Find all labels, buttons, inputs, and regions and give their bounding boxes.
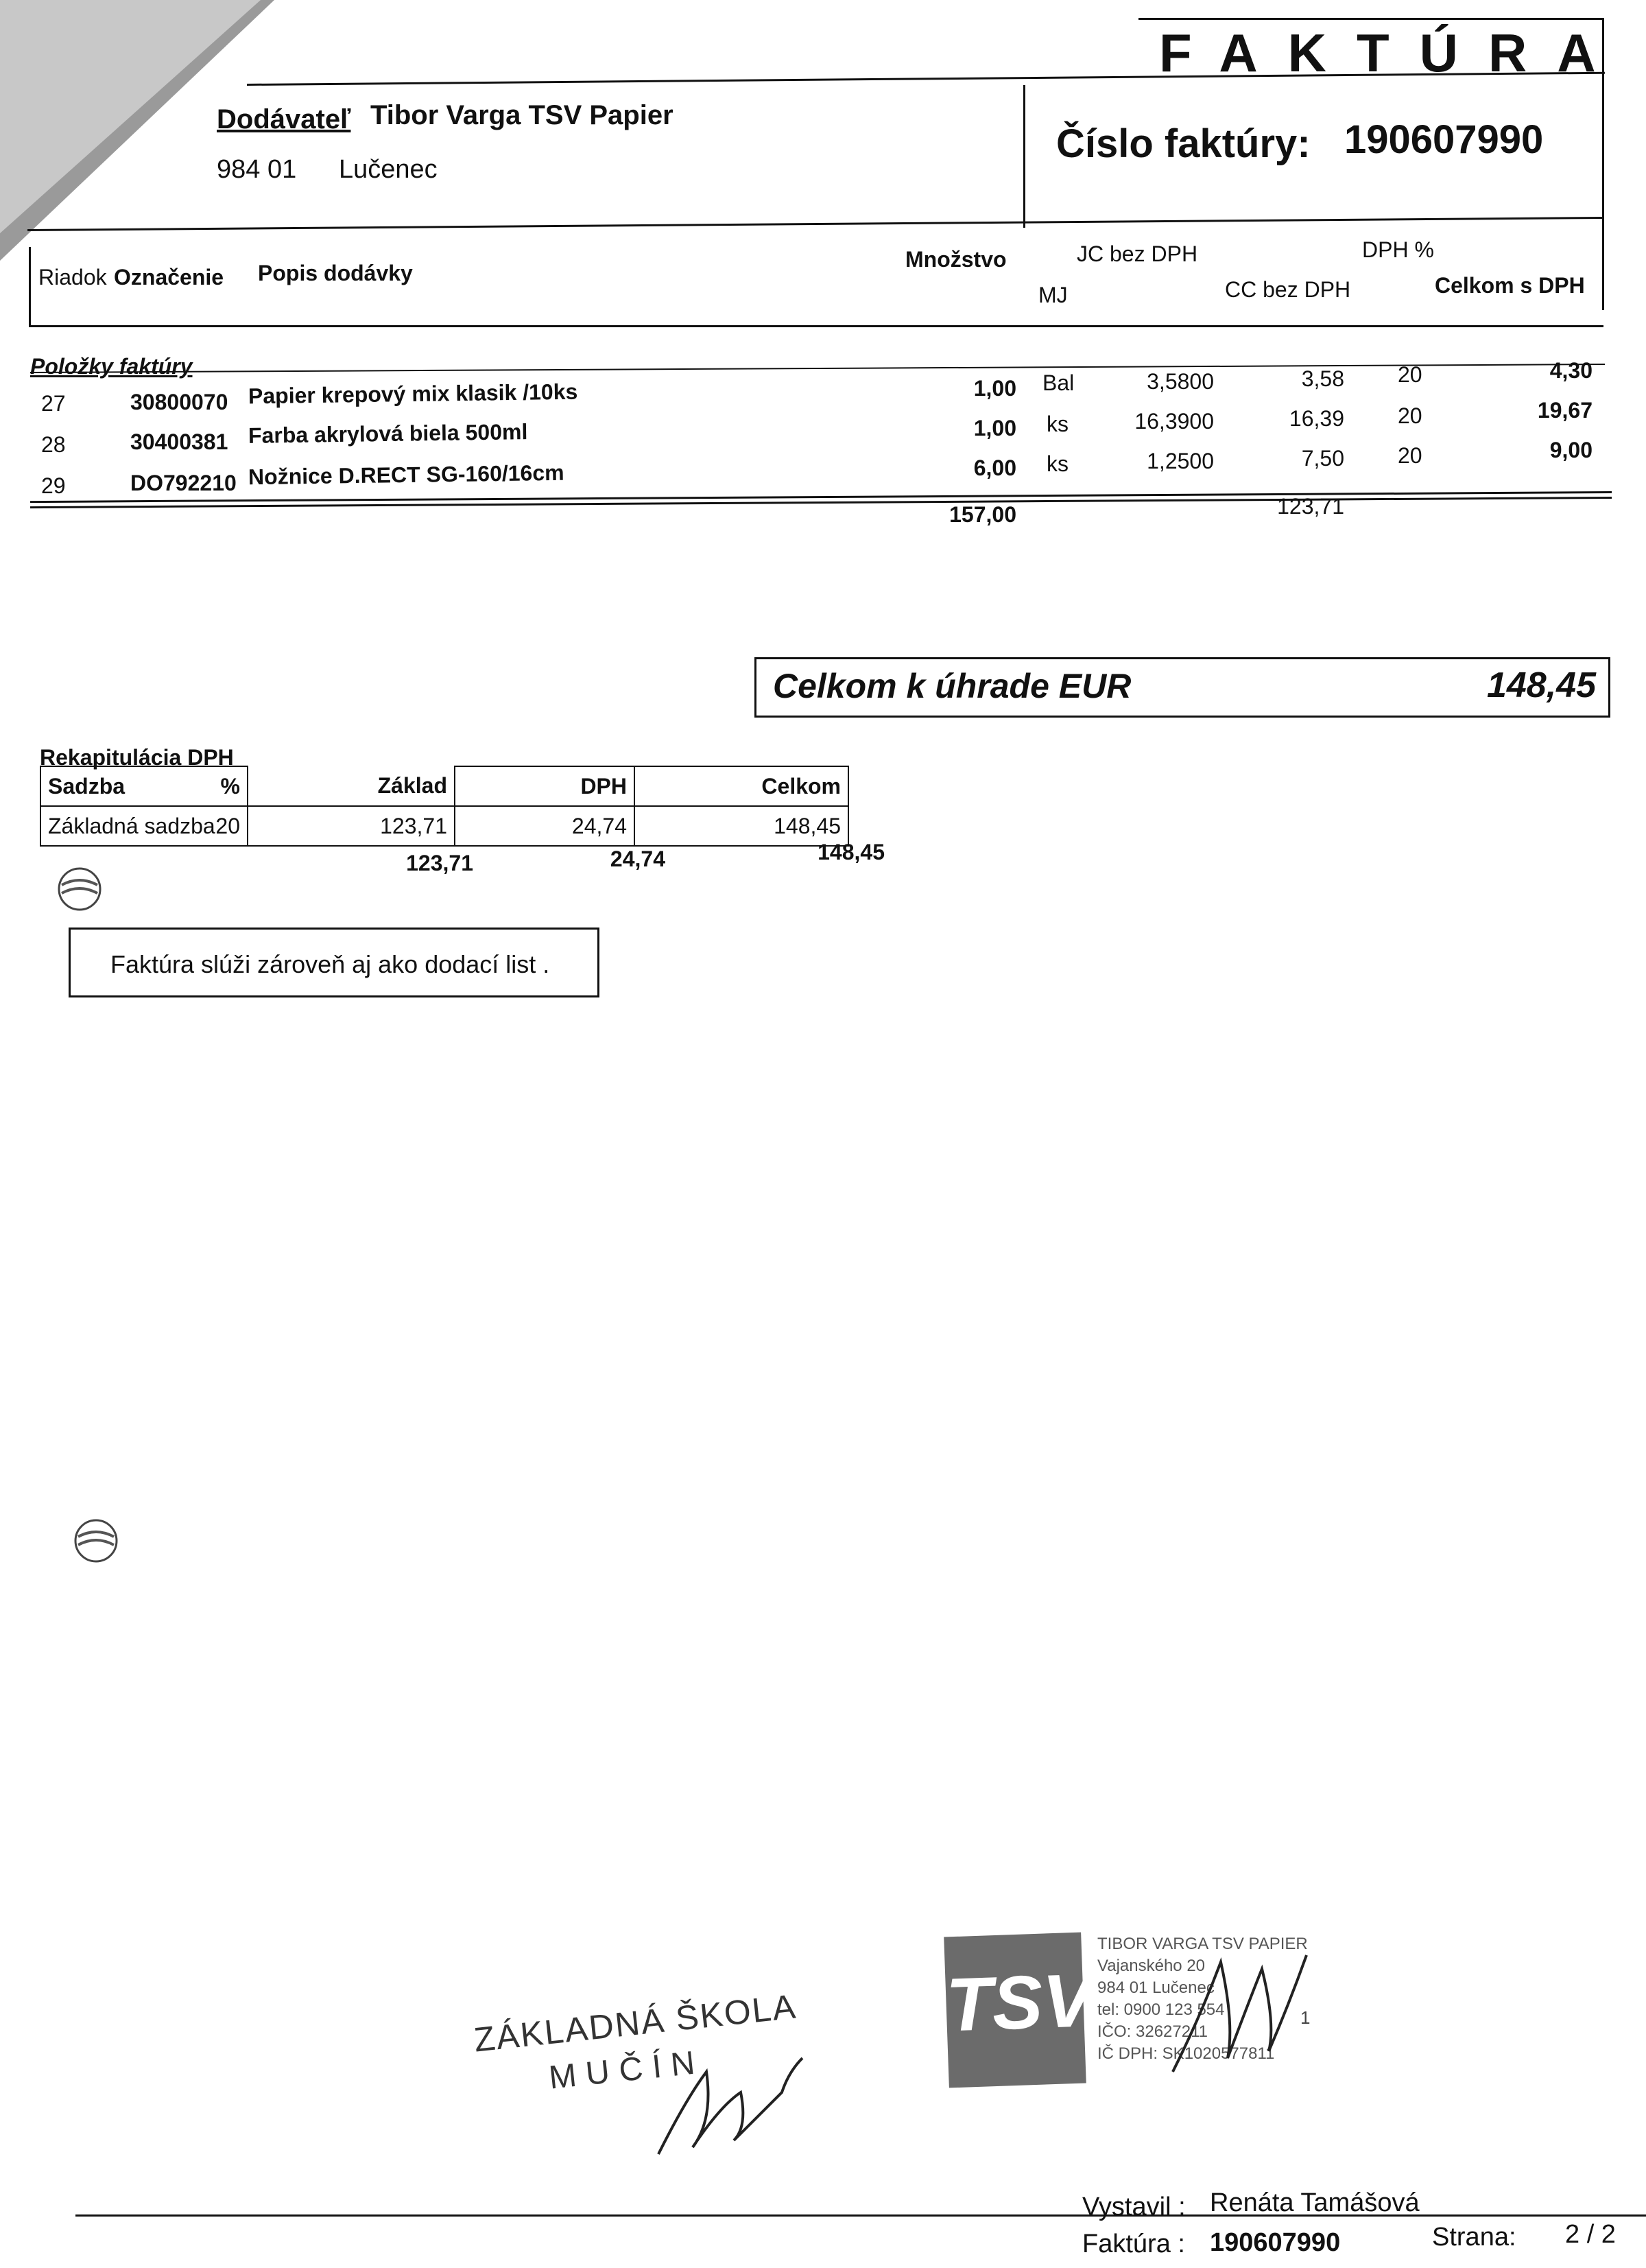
supplier-zip: 984 01 xyxy=(217,155,297,184)
items-top-line xyxy=(30,364,1605,373)
invoice-number: 190607990 xyxy=(1344,117,1544,162)
col-mnozstvo: Množstvo xyxy=(905,247,1007,272)
invoice-number-label: Číslo faktúry: xyxy=(1056,121,1311,166)
item-total: 4,30 xyxy=(1549,358,1593,383)
header-left-border xyxy=(29,247,31,327)
col-dph-pct: DPH % xyxy=(1362,237,1434,262)
page-number: 2 / 2 xyxy=(1565,2220,1616,2249)
total-due-label: Celkom k úhrade EUR xyxy=(773,667,1132,705)
supplier-label: Dodávateľ xyxy=(217,104,351,134)
tsv-logo: TSV xyxy=(944,1933,1086,2088)
item-vat-rate: 20 xyxy=(1398,362,1422,387)
vat-sum-zaklad: 123,71 xyxy=(406,851,473,875)
sum-quantity: 157,00 xyxy=(949,502,1016,527)
signature-icon xyxy=(645,2044,823,2168)
col-mj: MJ xyxy=(1038,283,1068,307)
vat-recap-table xyxy=(40,766,849,847)
delivery-note-box xyxy=(69,928,599,997)
tsv-stamp-text: TIBOR VARGA TSV PAPIER Vajanského 20 984 01 Lučenec tel: 0900 123 554 IČO: 32627211 IČ DPH: SK1020577811 xyxy=(1097,1935,1308,2063)
item-unit-price: 1,2500 xyxy=(1147,449,1214,473)
item-code: 30400381 xyxy=(130,429,228,454)
page-label: Strana: xyxy=(1432,2223,1516,2252)
item-unit-price: 16,3900 xyxy=(1134,409,1214,434)
row-number: 27 xyxy=(41,391,66,416)
items-bottom-line-2 xyxy=(30,497,1612,508)
item-total-ex-vat: 16,39 xyxy=(1289,406,1344,431)
item-code: 30800070 xyxy=(130,390,228,414)
item-quantity: 1,00 xyxy=(973,376,1016,401)
page-fold-shadow xyxy=(0,0,288,288)
item-description: Farba akrylová biela 500ml xyxy=(248,419,528,448)
footer-invoice-label: Faktúra : xyxy=(1082,2230,1185,2258)
tsv-stamp-marker: 1 xyxy=(1300,2007,1311,2028)
columns-bottom-line xyxy=(29,325,1603,327)
total-due-value: 148,45 xyxy=(1486,665,1596,705)
item-description: Papier krepový mix klasik /10ks xyxy=(248,379,578,409)
header-divider-vertical xyxy=(1023,85,1025,228)
vat-row-dph: 24,74 xyxy=(455,806,634,846)
vat-row-sadzba: Základná sadzba 20 xyxy=(40,806,248,846)
col-riadok: Riadok xyxy=(38,265,107,290)
school-stamp-line1: ZÁKLADNÁ ŠKOLA xyxy=(472,1987,799,2059)
issued-by-name: Renáta Tamášová xyxy=(1210,2188,1420,2217)
vat-row-celkom: 148,45 xyxy=(634,806,848,846)
vat-header-dph: DPH xyxy=(455,766,634,806)
item-total: 9,00 xyxy=(1549,438,1593,462)
item-total-ex-vat: 7,50 xyxy=(1301,446,1344,471)
header-right-border-lower xyxy=(1602,214,1604,310)
supplier-name: Tibor Varga TSV Papier xyxy=(370,100,673,130)
document-title: FAKTÚRA xyxy=(1159,23,1626,83)
vat-header-celkom: Celkom xyxy=(634,766,848,806)
col-celkom-s-dph: Celkom s DPH xyxy=(1435,273,1585,298)
col-oznacenie: Označenie xyxy=(114,265,224,290)
punch-hole-icon xyxy=(52,862,107,917)
item-vat-rate: 20 xyxy=(1398,443,1422,468)
item-unit: Bal xyxy=(1042,370,1075,395)
col-popis: Popis dodávky xyxy=(258,261,413,285)
punch-hole-icon xyxy=(69,1513,123,1568)
item-unit: ks xyxy=(1047,412,1069,436)
item-total-ex-vat: 3,58 xyxy=(1301,366,1344,391)
title-box xyxy=(1138,18,1626,84)
school-stamp-line2: MUČÍN xyxy=(547,2044,706,2096)
item-quantity: 1,00 xyxy=(973,416,1016,440)
row-number: 29 xyxy=(41,473,66,498)
vat-sum-celkom: 148,45 xyxy=(818,840,885,864)
col-jc-bez-dph: JC bez DPH xyxy=(1077,241,1198,266)
supplier-city: Lučenec xyxy=(339,155,438,184)
sum-total-ex-vat: 123,71 xyxy=(1277,494,1344,519)
signature-icon xyxy=(1159,1941,1317,2079)
vat-header-zaklad: Základ xyxy=(248,766,455,806)
vat-recap-title: Rekapitulácia DPH xyxy=(40,745,234,770)
item-total: 19,67 xyxy=(1537,398,1593,423)
item-description: Nožnice D.RECT SG-160/16cm xyxy=(248,460,564,490)
total-due-box xyxy=(754,657,1610,718)
item-unit: ks xyxy=(1047,451,1069,476)
row-number: 28 xyxy=(41,432,66,457)
item-unit-price: 3,5800 xyxy=(1147,369,1214,394)
col-cc-bez-dph: CC bez DPH xyxy=(1225,277,1351,302)
item-vat-rate: 20 xyxy=(1398,403,1422,428)
issued-by-label: Vystavil : xyxy=(1082,2193,1186,2221)
vat-sum-dph: 24,74 xyxy=(610,847,665,871)
item-quantity: 6,00 xyxy=(973,456,1016,480)
vat-row-zaklad: 123,71 xyxy=(248,806,455,846)
item-code: DO792210 xyxy=(130,471,237,495)
footer-invoice-number: 190607990 xyxy=(1210,2228,1341,2257)
delivery-note-text: Faktúra slúži zároveň aj ako dodací list . xyxy=(110,950,550,978)
items-heading: Položky faktúry xyxy=(30,354,193,379)
vat-header-sadzba: Sadzba % xyxy=(40,766,248,806)
